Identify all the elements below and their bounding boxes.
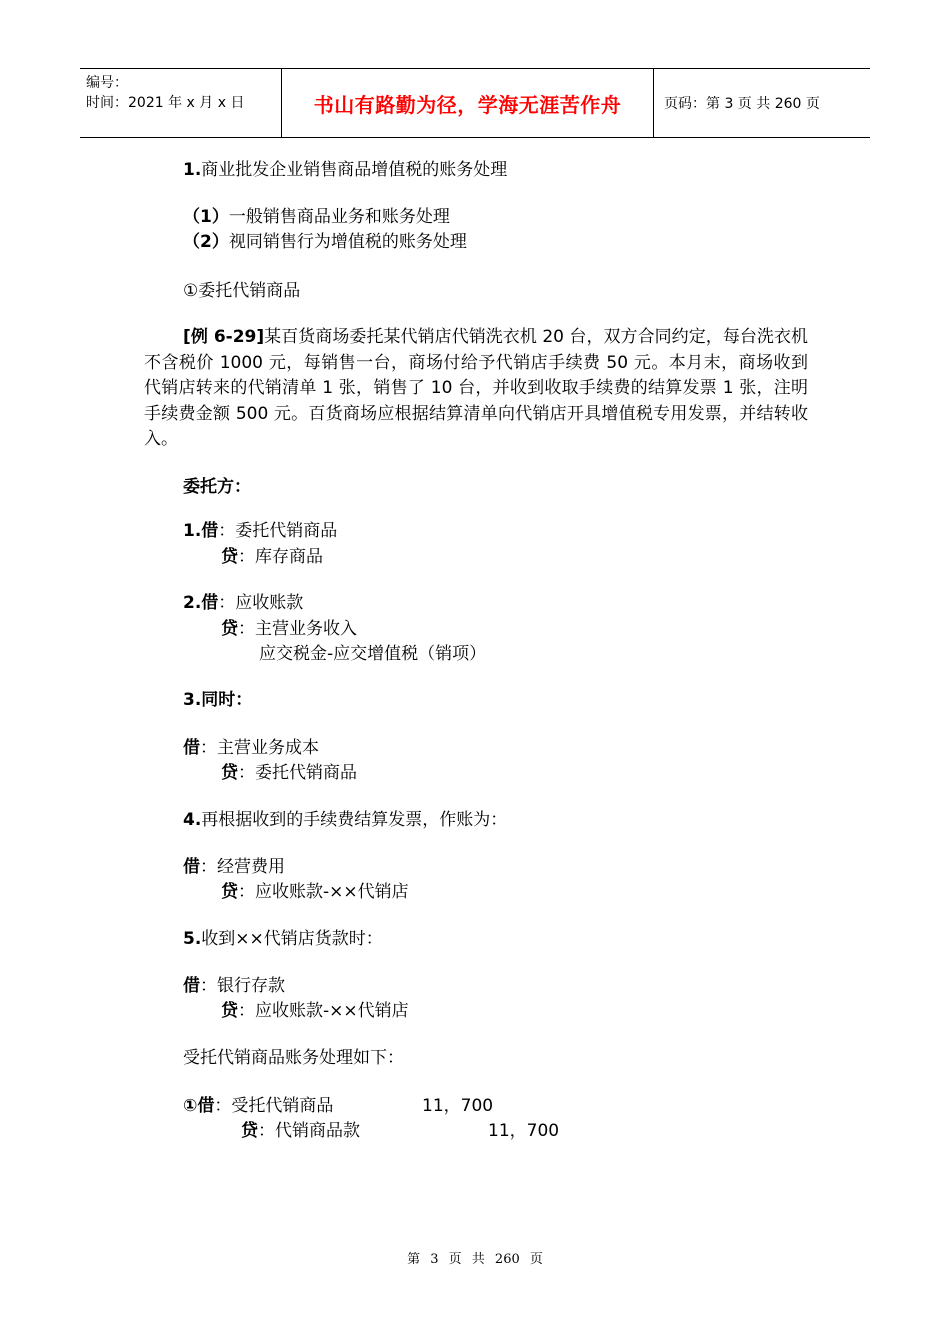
entry-1-credit: 贷：库存商品 <box>221 547 323 567</box>
header-page-cell <box>654 69 870 137</box>
consignee-debit: ①借：受托代销商品 <box>183 1096 334 1116</box>
consignee-debit-amount: 11，700 <box>422 1096 494 1116</box>
entry-2-credit-1: 贷：主营业务收入 <box>221 619 357 639</box>
motto: 书山有路勤为径，学海无涯苦作舟 <box>313 92 622 117</box>
example-label: [例 6-29] <box>183 327 265 347</box>
section-heading-1: 1.商业批发企业销售商品增值税的账务处理 <box>183 160 508 180</box>
consignee-credit-amount: 11，700 <box>488 1121 560 1141</box>
entry-5-title: 5.收到××代销店货款时： <box>183 929 383 949</box>
sub-heading-1: （1）一般销售商品业务和账务处理 <box>183 207 450 227</box>
page-info: 页码：第 3 页 共 260 页 <box>664 96 820 112</box>
entry-1-debit: 1.借：委托代销商品 <box>183 521 338 541</box>
header-meta-cell <box>80 69 282 137</box>
consignee-title: 受托代销商品账务处理如下： <box>183 1048 404 1068</box>
example-paragraph <box>144 325 808 453</box>
entry-3-debit: 借：主营业务成本 <box>183 738 319 758</box>
entry-4-credit: 贷：应收账款-××代销店 <box>221 882 409 902</box>
number-label: 编号： <box>86 75 128 91</box>
entry-4-debit: 借：经营费用 <box>183 857 285 877</box>
entry-3-title: 3.同时： <box>183 690 253 710</box>
document-header <box>80 68 870 138</box>
item-heading: ①委托代销商品 <box>183 281 301 301</box>
consignor-title: 委托方： <box>183 477 251 497</box>
header-motto-cell <box>282 69 654 137</box>
sub-heading-2: （2）视同销售行为增值税的账务处理 <box>183 232 467 252</box>
entry-5-debit: 借：银行存款 <box>183 976 285 996</box>
example-text: 某百货商场委托某代销店代销洗衣机 20 台，双方合同约定，每台洗衣机不含税价 1000 元，每销售一台，商场付给予代销店手续费 50 元。本月末，商场收到代销店转来的代销清单 1 张，销售了 10 台，并收到收取手续费的结算发票 1 张，注明手续费金额 500 元。百货商场应根据结算清单向代销店开具增值税专用发票，并结转收入。 <box>144 327 808 449</box>
consignee-credit: 贷：代销商品款 <box>241 1121 360 1141</box>
entry-3-credit: 贷：委托代销商品 <box>221 763 357 783</box>
entry-4-title: 4.再根据收到的手续费结算发票，作账为： <box>183 810 508 830</box>
date-line: 时间：2021 年 x 月 x 日 <box>86 95 245 111</box>
page-footer: 第 3 页 共 260 页 <box>407 1252 543 1267</box>
entry-2-debit: 2.借：应收账款 <box>183 593 304 613</box>
entry-5-credit: 贷：应收账款-××代销店 <box>221 1001 409 1021</box>
entry-2-credit-2: 应交税金-应交增值税（销项） <box>259 644 487 664</box>
